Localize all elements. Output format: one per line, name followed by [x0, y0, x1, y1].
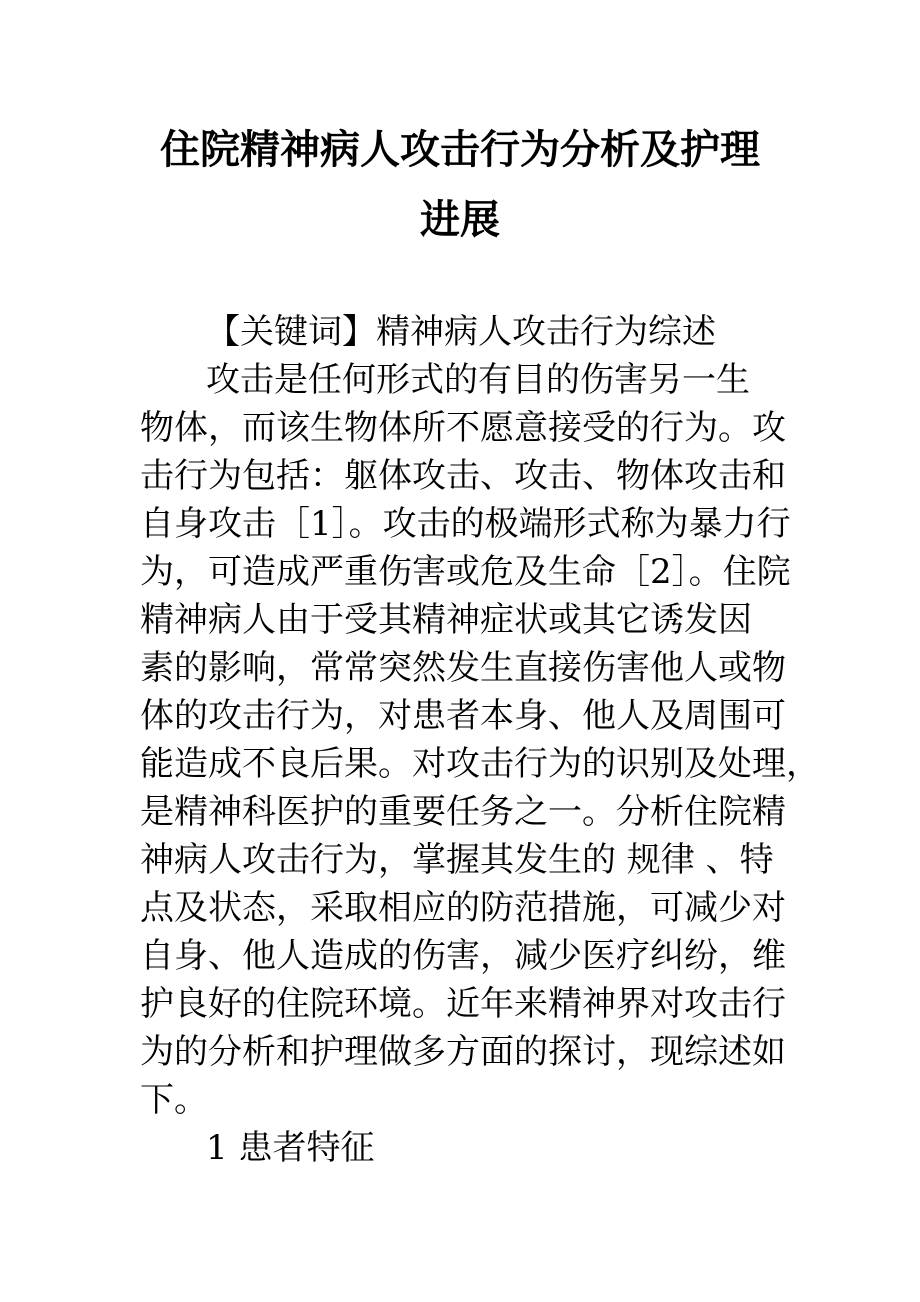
paragraph-line: 自身攻击［1］。攻击的极端形式称为暴力行 — [140, 504, 791, 544]
paragraph-line: 为，可造成严重伤害或危及生命［2］。住院 — [140, 552, 791, 592]
paragraph-line: 素的影响，常常突然发生直接伤害他人或物 — [140, 648, 786, 688]
document-title-line-1: 住院精神病人攻击行为分析及护理 — [160, 127, 760, 173]
paragraph-line: 物体，而该生物体所不愿意接受的行为。攻 — [140, 408, 786, 448]
paragraph-line: 护良好的住院环境。近年来精神界对攻击行 — [140, 984, 786, 1024]
paragraph-line: 击行为包括：躯体攻击、攻击、物体攻击和 — [140, 456, 786, 496]
paragraph-line: 下。 — [140, 1080, 208, 1120]
paragraph-line: 自身、他人造成的伤害，减少医疗纠纷，维 — [140, 936, 786, 976]
paragraph-line: 为的分析和护理做多方面的探讨，现综述如 — [140, 1032, 786, 1072]
paragraph-line: 是精神科医护的重要任务之一。分析住院精 — [140, 792, 786, 832]
document-title-line-2: 进展 — [420, 197, 500, 243]
paragraph-line: 神病人攻击行为，掌握其发生的 规律 、特 — [140, 840, 774, 880]
paragraph-line: 精神病人由于受其精神症状或其它诱发因 — [140, 600, 752, 640]
paragraph-line: 能造成不良后果。对攻击行为的识别及处理， — [140, 744, 820, 784]
paragraph-line: 体的攻击行为，对患者本身、他人及周围可 — [140, 696, 786, 736]
keywords-line: 【关键词】精神病人攻击行为综述 — [206, 312, 716, 352]
paragraph-line: 攻击是任何形式的有目的伤害另一生 — [206, 360, 750, 400]
paragraph-line: 点及状态，采取相应的防范措施，可减少对 — [140, 888, 786, 928]
section-heading: 1 患者特征 — [206, 1128, 375, 1168]
